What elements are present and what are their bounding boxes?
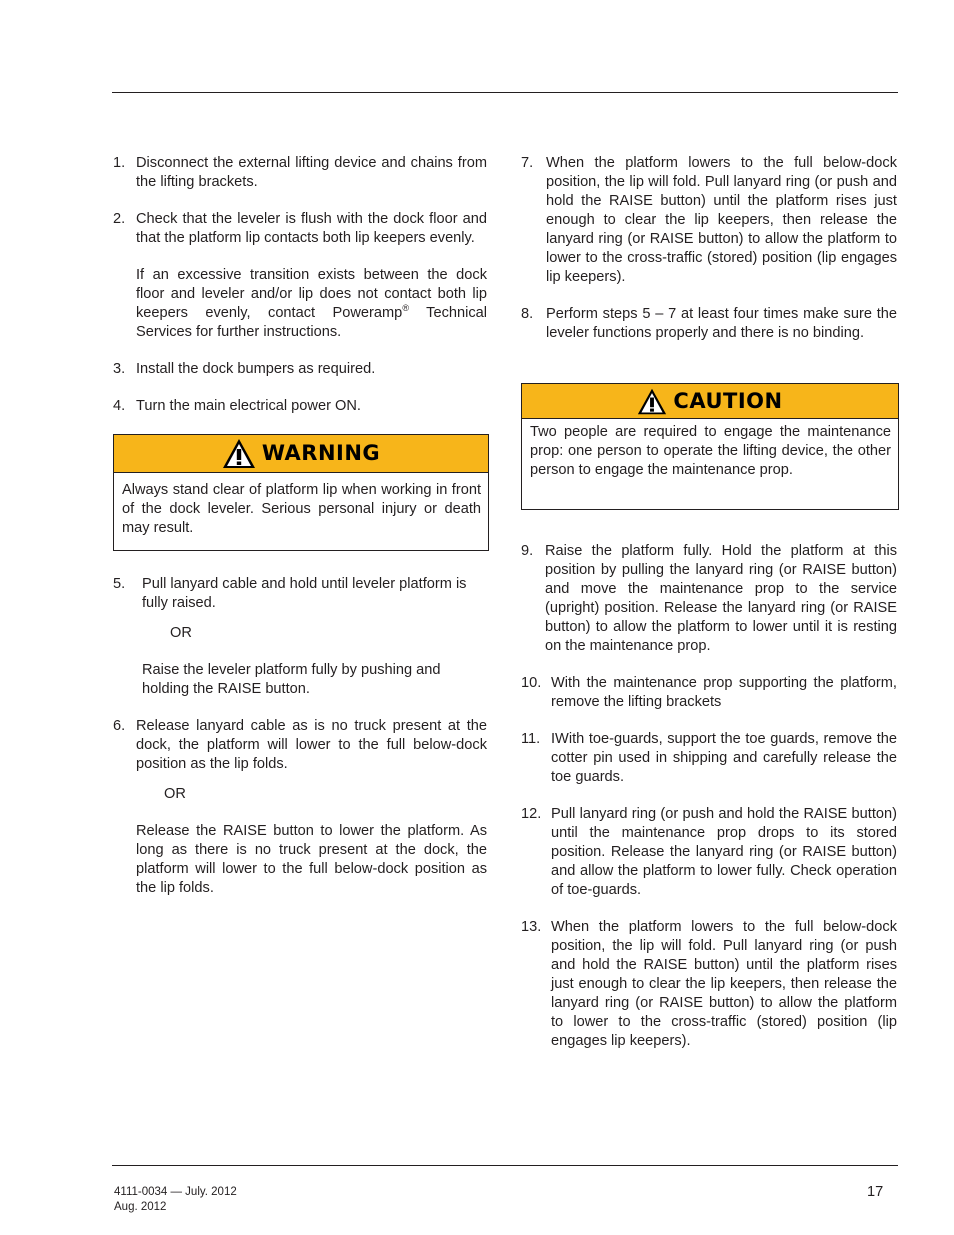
doc-number: 4111-0034 — July. 2012 [114, 1186, 237, 1198]
step-number: 2. [113, 211, 126, 227]
warning-box [113, 434, 489, 551]
step-11 [521, 730, 897, 787]
step-10 [521, 674, 897, 712]
step-5 [113, 575, 487, 699]
step-text: Perform steps 5 – 7 at least four times make sure the leveler functions properly and there is no binding. [546, 306, 897, 341]
footer-rule [112, 1165, 898, 1166]
step-number: 9. [521, 543, 534, 559]
step-alt-text: Release the RAISE button to lower the platform. As long as there is no truck present at the dock, the platform will lower to the full below-dock position as the lip folds. [136, 823, 487, 896]
step-number: 1. [113, 155, 126, 171]
page-number: 17 [867, 1184, 884, 1200]
warning-banner [114, 435, 488, 473]
or-label: OR [170, 625, 192, 641]
warning-text: Always stand clear of platform lip when working in front of the dock leveler. Serious personal injury or death may result. [122, 482, 481, 536]
step-number: 11. [521, 731, 541, 747]
step-alt-text: Raise the leveler platform fully by pushing and holding the RAISE button. [142, 662, 441, 697]
warning-triangle-icon [222, 438, 256, 469]
step-number: 10. [521, 675, 542, 691]
step-text: IWith toe-guards, support the toe guards, remove the cotter pin used in shipping and carefully release the toe guards. [551, 731, 897, 785]
step-4 [113, 397, 487, 416]
step-number: 12. [521, 806, 542, 822]
step-number: 13. [521, 919, 542, 935]
step-2 [113, 210, 487, 342]
caution-text: Two people are required to engage the maintenance prop: one person to operate the lifting device, the other person to engage the maintenance prop. [530, 424, 891, 478]
registered-mark: ® [402, 303, 409, 314]
right-column [521, 154, 897, 1069]
step-9 [521, 542, 897, 656]
step-text: Check that the leveler is flush with the dock floor and that the platform lip contacts both lip keepers evenly. [136, 211, 487, 246]
step-number: 6. [113, 718, 126, 734]
left-column [113, 154, 487, 916]
step-text: Install the dock bumpers as required. [136, 361, 376, 377]
step-8 [521, 305, 897, 343]
step-7 [521, 154, 897, 287]
step-number: 3. [113, 361, 126, 377]
step-number: 4. [113, 398, 126, 414]
step-text: Pull lanyard cable and hold until leveler platform is fully raised. [142, 576, 467, 611]
step-text: With the maintenance prop supporting the platform, remove the lifting brackets [551, 675, 897, 710]
step-number: 5. [113, 576, 126, 592]
step-13 [521, 918, 897, 1051]
step-6 [113, 717, 487, 898]
caution-title: CAUTION [673, 388, 783, 413]
step-text: Turn the main electrical power ON. [136, 398, 361, 414]
revision-date: Aug. 2012 [114, 1201, 167, 1213]
step-text: Raise the platform fully. Hold the platform at this position by pulling the lanyard ring (or RAISE button) and move the maintenance prop to the service (upright) position. Release the lanyard ring (or RAISE button) to allow the platform to lower until it is resting on the maintenance prop. [545, 543, 897, 654]
warning-title: WARNING [261, 441, 381, 465]
step-number: 8. [521, 306, 534, 322]
caution-box [521, 383, 899, 510]
or-label: OR [164, 786, 186, 802]
header-rule [112, 92, 898, 93]
step-text: Pull lanyard ring (or push and hold the RAISE button) until the maintenance prop drops to its stored position. Release the lanyard ring (or RAISE button) and allow the platform to lower fully. Check operation of toe-guards. [551, 806, 897, 898]
caution-banner [522, 384, 898, 419]
step-3 [113, 360, 487, 379]
step-text: Disconnect the external lifting device and chains from the lifting brackets. [136, 155, 487, 190]
step-text: Release lanyard cable as is no truck present at the dock, the platform will lower to the full below-dock position as the lip folds. [136, 718, 487, 772]
step-1 [113, 154, 487, 192]
step-note: If an excessive transition exists between the dock floor and leveler and/or lip does not contact both lip keepers evenly, contact Poweramp® Technical Services for further instructions. [136, 267, 488, 340]
footer-doc-info [114, 1185, 237, 1215]
step-text: When the platform lowers to the full below-dock position, the lip will fold. Pull lanyard ring (or push and hold the RAISE button) until the platform rises just enough to clear the lip keepers, then release the lanyard ring (or RAISE button) to allow the platform to lower to the cross-traffic (stored) position (lip engages lip keepers). [546, 155, 897, 285]
step-number: 7. [521, 155, 534, 171]
warning-triangle-icon [637, 387, 667, 416]
step-text: When the platform lowers to the full below-dock position, the lip will fold. Pull lanyard ring (or push and hold the RAISE button) until the platform rises just enough to clear the lip keepers, then release the lanyard ring (or RAISE button) to allow the platform to lower to the cross-traffic (stored) position (lip engages lip keepers). [551, 919, 897, 1049]
step-12 [521, 805, 897, 900]
